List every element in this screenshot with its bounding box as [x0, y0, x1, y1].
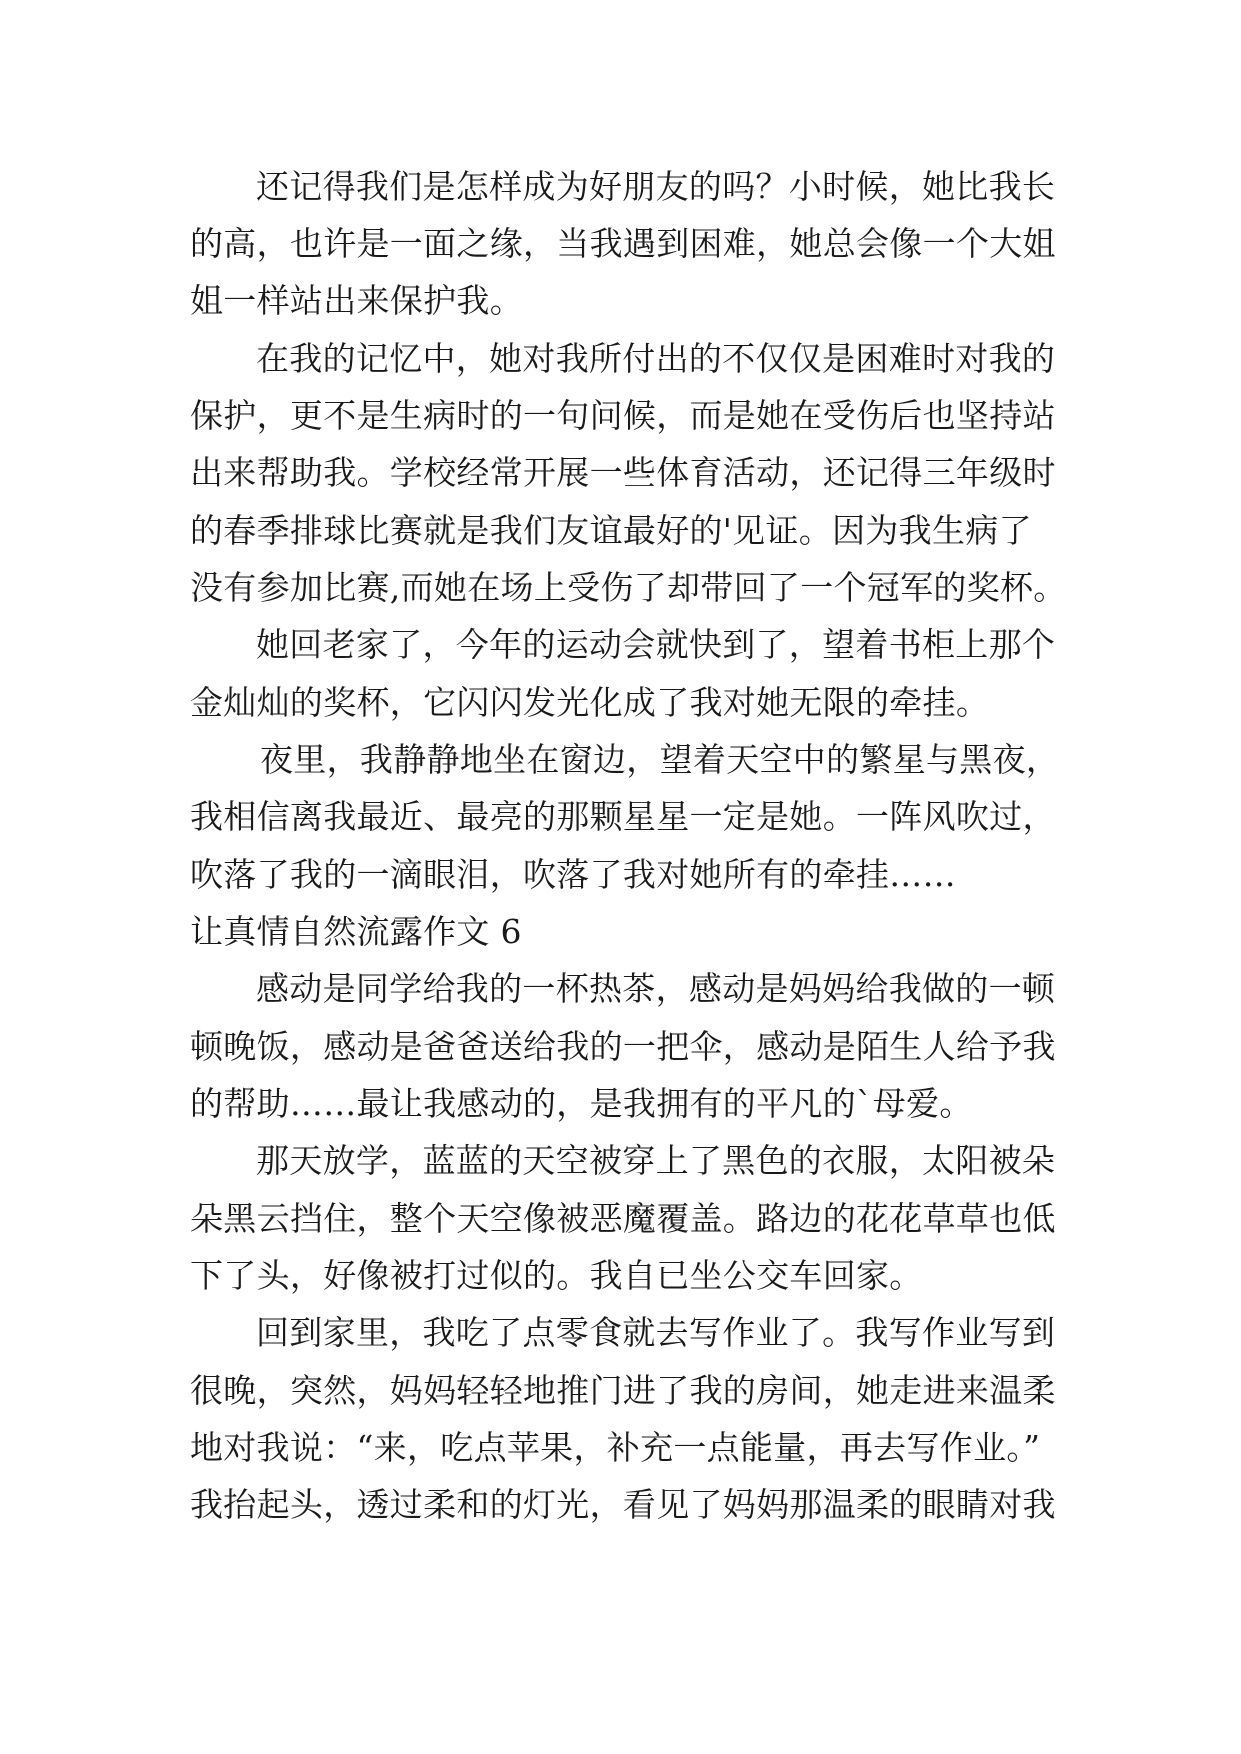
section-paragraph-3-line-4: 我抬起头，透过柔和的灯光，看见了妈妈那温柔的眼睛对我 — [190, 1485, 1056, 1524]
paragraph-4-line-2: 我相信离我最近、最亮的那颗星星一定是她。一阵风吹过， — [190, 797, 1056, 836]
section-paragraph-2-line-2: 朵黑云挡住，整个天空像被恶魔覆盖。路边的花花草草也低 — [190, 1199, 1056, 1238]
section-paragraph-3-line-3: 地对我说：“来，吃点苹果，补充一点能量，再去写作业。” — [190, 1428, 1041, 1467]
paragraph-2-line-5: 没有参加比赛,而她在场上受伤了却带回了一个冠军的奖杯。 — [190, 568, 1067, 607]
section-paragraph-1-line-1: 感动是同学给我的一杯热茶，感动是妈妈给我做的一顿 — [256, 969, 1056, 1008]
paragraph-3-line-2: 金灿灿的奖杯，它闪闪发光化成了我对她无限的牵挂。 — [190, 683, 990, 722]
section-paragraph-3-line-2: 很晚，突然，妈妈轻轻地推门进了我的房间，她走进来温柔 — [190, 1371, 1056, 1410]
paragraph-4-line-1: 夜里，我静静地坐在窗边，望着天空中的繁星与黑夜， — [260, 740, 1060, 779]
paragraph-2-line-4: 的春季排球比赛就是我们友谊最好的'见证。因为我生病了 — [190, 511, 1032, 550]
paragraph-2-line-3: 出来帮助我。学校经常开展一些体育活动，还记得三年级时 — [190, 453, 1056, 492]
paragraph-1-line-3: 姐一样站出来保护我。 — [190, 281, 523, 320]
paragraph-4-line-3: 吹落了我的一滴眼泪，吹落了我对她所有的牵挂…… — [190, 855, 956, 894]
paragraph-1-line-2: 的高，也许是一面之缘，当我遇到困难，她总会像一个大姐 — [190, 224, 1056, 263]
section-paragraph-2-line-3: 下了头，好像被打过似的。我自已坐公交车回家。 — [190, 1256, 923, 1295]
paragraph-2-line-2: 保护，更不是生病时的一句问候，而是她在受伤后也坚持站 — [190, 396, 1056, 435]
section-title: 让真情自然流露作文 6 — [190, 912, 522, 951]
paragraph-3-line-1: 她回老家了，今年的运动会就快到了，望着书柜上那个 — [256, 625, 1056, 664]
section-paragraph-3-line-1: 回到家里，我吃了点零食就去写作业了。我写作业写到 — [256, 1313, 1056, 1352]
paragraph-2-line-1: 在我的记忆中，她对我所付出的不仅仅是困难时对我的 — [256, 339, 1056, 378]
section-paragraph-2-line-1: 那天放学，蓝蓝的天空被穿上了黑色的衣服，太阳被朵 — [256, 1141, 1056, 1180]
section-paragraph-1-line-3: 的帮助……最让我感动的，是我拥有的平凡的`母爱。 — [190, 1084, 973, 1123]
paragraph-1-line-1: 还记得我们是怎样成为好朋友的吗？小时候，她比我长 — [256, 167, 1056, 206]
section-paragraph-1-line-2: 顿晚饭，感动是爸爸送给我的一把伞，感动是陌生人给予我 — [190, 1027, 1056, 1066]
